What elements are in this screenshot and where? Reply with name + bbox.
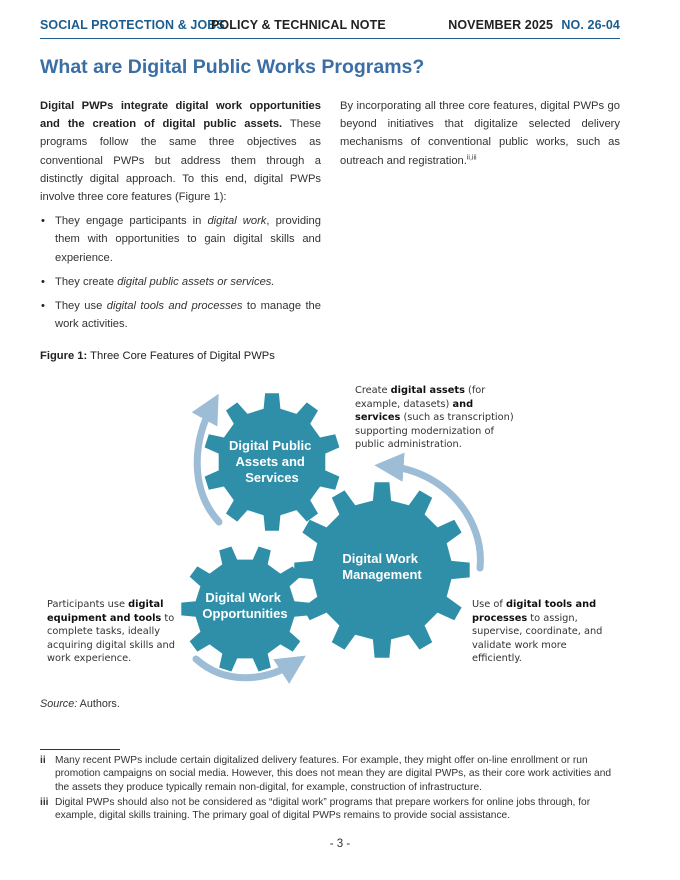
footnote-text: Many recent PWPs include certain digitalized delivery features. For example, they might offer on-line enrollment or run promotion campaigns on social media. However, this does not mean they are digital PWPs, as their core work activities and the assets they produce typically remain non-digital, for example, construction of infrastructure. — [55, 755, 612, 793]
gear-label-line: Digital Work — [342, 551, 418, 566]
footnote-number: ii — [40, 755, 46, 766]
footnote-ref[interactable]: ii,iii — [466, 153, 477, 161]
page-number: - 3 - — [329, 838, 351, 850]
figure-caption-text: Three Core Features of Digital PWPs — [90, 350, 275, 362]
lead-sentence: Digital PWPs integrate digital work opportunities and the creation of digital public assets. — [40, 100, 321, 131]
feature-list — [40, 212, 321, 333]
bullet-text: They use — [55, 300, 107, 313]
right-paragraph — [340, 97, 620, 170]
annotation-management — [472, 598, 607, 666]
footnote-ii — [40, 754, 620, 794]
gear-label-line: Assets and — [235, 454, 305, 469]
page-header — [40, 16, 620, 39]
annotation-emphasis: digital tools and processes — [472, 599, 597, 624]
page-title: What are Digital Public Works Programs? — [40, 56, 425, 78]
gear-label-line: Management — [342, 567, 422, 582]
header-date: NOVEMBER 2025 — [448, 18, 553, 32]
footnote-text: Digital PWPs should also not be considered as “digital work” programs that prepare workers for online jobs through, for example, digital skills training. The primary goal of digital PWPs remains to provide social assistance. — [55, 797, 591, 822]
gear-label-line: Opportunities — [202, 606, 288, 621]
left-column — [40, 97, 321, 339]
annotation-text: Use of — [472, 599, 506, 610]
list-item — [40, 273, 321, 291]
bullet-text: They create — [55, 275, 118, 288]
gear-label-line: Digital Work — [205, 590, 281, 605]
header-number: NO. 26-04 — [561, 18, 620, 32]
list-item — [40, 297, 321, 333]
source-label: Source: — [40, 698, 78, 710]
source-text: Authors. — [77, 698, 120, 710]
annotation-assets — [355, 384, 520, 452]
list-item — [40, 212, 321, 267]
bullet-text: to manage the work activities. — [55, 300, 321, 331]
annotation-text: (for example, datasets) — [355, 385, 486, 410]
annotation-text: Create — [355, 385, 391, 396]
gear-label-management — [342, 551, 422, 582]
annotation-emphasis: digital equipment and tools — [47, 599, 164, 624]
figure-label: Figure 1: — [40, 350, 88, 362]
figure-source — [40, 698, 120, 710]
intro-text: These programs follow the same three objectives as conventional PWPs but address them through a distinctly digital approach. To this end, digital PWPs involve three core features (Figure 1): — [40, 118, 321, 204]
bullet-emphasis: digital work — [207, 215, 267, 228]
figure-caption — [40, 350, 275, 362]
bullet-emphasis: digital tools and processes — [106, 300, 243, 313]
figure-1 — [0, 370, 680, 690]
intro-paragraph — [40, 97, 321, 206]
annotation-emphasis: and services — [355, 398, 474, 424]
annotation-opportunities — [47, 598, 182, 666]
cycle-arrow-left — [197, 404, 219, 522]
bullet-text: , providing them with opportunities to gain digital skills and experience. — [55, 215, 321, 264]
annotation-text: to assign, supervise, coordinate, and validate work more efficiently. — [472, 612, 603, 665]
bullet-emphasis: digital public assets or services. — [117, 275, 275, 288]
footnote-number: iii — [40, 797, 49, 808]
annotation-text: Participants use — [47, 599, 129, 610]
right-text: By incorporating all three core features, digital PWPs go beyond initiatives that digitalize selected delivery mechanisms of conventional public works, such as outreach and registration. — [340, 100, 620, 167]
bullet-text: They engage participants in — [55, 215, 208, 228]
cycle-arrow-bottom — [196, 659, 296, 678]
gear-label-line: Digital Public — [229, 438, 312, 453]
right-column — [340, 97, 620, 170]
header-section: SOCIAL PROTECTION & JOBS — [40, 18, 225, 32]
gear-label-opportunities — [202, 590, 287, 621]
annotation-text: to complete tasks, ideally acquiring digital skills and work experience. — [47, 612, 175, 665]
footnote-iii — [40, 796, 620, 823]
annotation-text: (such as transcription) supporting modernization of public administration. — [355, 412, 514, 451]
gear-label-line: Services — [245, 470, 299, 485]
header-doc-type: POLICY & TECHNICAL NOTE — [211, 18, 386, 32]
annotation-emphasis: digital assets — [390, 385, 465, 396]
footnote-divider — [40, 749, 120, 750]
